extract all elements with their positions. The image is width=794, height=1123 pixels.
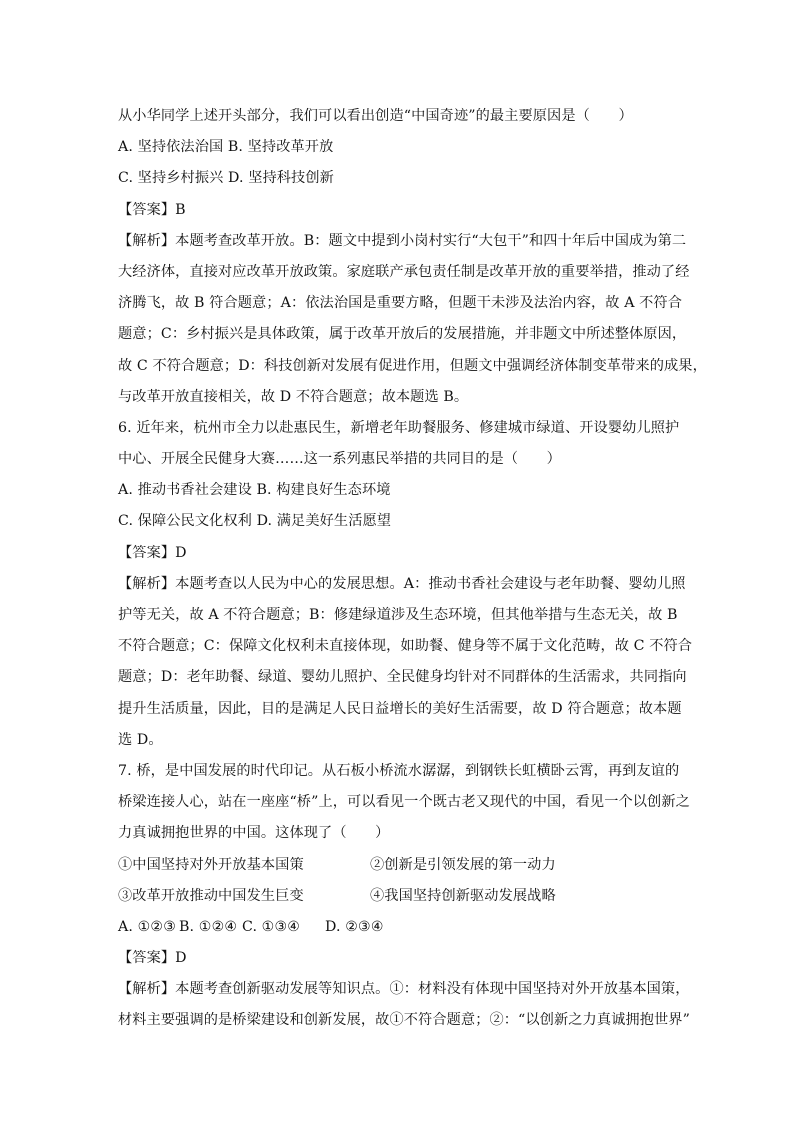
statement-3: ③改革开放推动中国发生巨变 [118, 887, 304, 904]
question-5-options-ab: A. 坚持依法治国 B. 坚持改革开放 [118, 139, 334, 156]
question-6-analysis-line-3: 不符合题意；C：保障文化权利未直接体现，如助餐、健身等不属于文化范畴，故 C 不符合 [118, 638, 693, 655]
question-5-analysis-line-5: 故 C 不符合题意；D：科技创新对发展有促进作用，但题文中强调经济体制变革带来的成果， [118, 357, 707, 374]
question-5-analysis-line-6: 与改革开放直接相关，故 D 不符合题意；故本题选 B。 [118, 388, 469, 405]
question-7-stem-line-2: 桥梁连接人心，站在一座座“桥”上，可以看见一个既古老又现代的中国，看见一个以创新之 [118, 794, 690, 811]
question-6-stem-line-2: 中心、开展全民健身大赛……这一系列惠民举措的共同目的是（ ） [118, 451, 561, 468]
option-c: C. ①③④ [242, 918, 301, 935]
option-d: D. ②③④ [325, 918, 384, 935]
question-6-analysis-line-6: 选 D。 [118, 731, 163, 748]
question-6-answer: 【答案】D [118, 544, 187, 561]
option-a: A. ①②③ [118, 918, 177, 935]
statement-1: ①中国坚持对外开放基本国策 [118, 856, 304, 873]
question-5-analysis-line-2: 大经济体，直接对应改革开放政策。家庭联产承包责任制是改革开放的重要举措，推动了经 [118, 263, 690, 280]
question-5-analysis-line-1: 【解析】本题考查改革开放。B：题文中提到小岗村实行“大包干”和四十年后中国成为第二 [118, 232, 687, 249]
statement-4: ④我国坚持创新驱动发展战略 [370, 887, 556, 904]
question-7-stem-line-3: 力真诚拥抱世界的中国。这体现了（ ） [118, 825, 390, 842]
question-6-options-cd: C. 保障公民文化权利 D. 满足美好生活愿望 [118, 513, 392, 530]
question-7-analysis-line-2: 材料主要强调的是桥梁建设和创新发展，故①不符合题意；②：“以创新之力真诚拥抱世界” [118, 1012, 690, 1029]
question-6-stem-line-1: 6. 近年来，杭州市全力以赴惠民生，新增老年助餐服务、修建城市绿道、开设婴幼儿照护 [118, 419, 680, 436]
question-6-options-ab: A. 推动书香社会建设 B. 构建良好生态环境 [118, 482, 391, 499]
document-body [118, 101, 707, 1037]
question-7-stem-line-1: 7. 桥，是中国发展的时代印记。从石板小桥流水潺潺，到钢铁长虹横卧云霄，再到友谊的 [118, 762, 680, 779]
question-6-analysis-line-1: 【解析】本题考查以人民为中心的发展思想。A：推动书香社会建设与老年助餐、婴幼儿照 [118, 575, 686, 592]
question-7-analysis-line-1: 【解析】本题考查创新驱动发展等知识点。①：材料没有体现中国坚持对外开放基本国策， [118, 981, 690, 998]
statement-2: ②创新是引领发展的第一动力 [370, 856, 556, 873]
question-5-stem: 从小华同学上述开头部分，我们可以看出创造“中国奇迹”的最主要原因是（ ） [118, 108, 633, 124]
question-6-analysis-line-5: 提升生活质量，因此，目的是满足人民日益增长的美好生活需要，故 D 符合题意；故本题 [118, 700, 682, 717]
question-5-analysis-line-3: 济腾飞，故 B 符合题意；A：依法治国是重要方略，但题干未涉及法治内容，故 A 不符合 [118, 295, 683, 312]
question-6-analysis-line-2: 护等无关，故 A 不符合题意；B：修建绿道涉及生态环境，但其他举措与生态无关，故 B [118, 607, 678, 623]
question-5-answer: 【答案】B [118, 201, 186, 218]
option-b: B. ①②④ [179, 918, 238, 935]
question-7-statements-row-2 [118, 881, 688, 912]
question-7-answer: 【答案】D [118, 950, 187, 967]
question-7-statements-row-1 [118, 850, 688, 881]
question-5-options-cd: C. 坚持乡村振兴 D. 坚持科技创新 [118, 170, 334, 187]
question-6-analysis-line-4: 题意；D：老年助餐、绿道、婴幼儿照护、全民健身均针对不同群体的生活需求，共同指向 [118, 669, 687, 686]
question-5-analysis-line-4: 题意；C：乡村振兴是具体政策，属于改革开放后的发展措施，并非题文中所述整体原因， [118, 326, 687, 343]
question-7-options [118, 912, 688, 943]
